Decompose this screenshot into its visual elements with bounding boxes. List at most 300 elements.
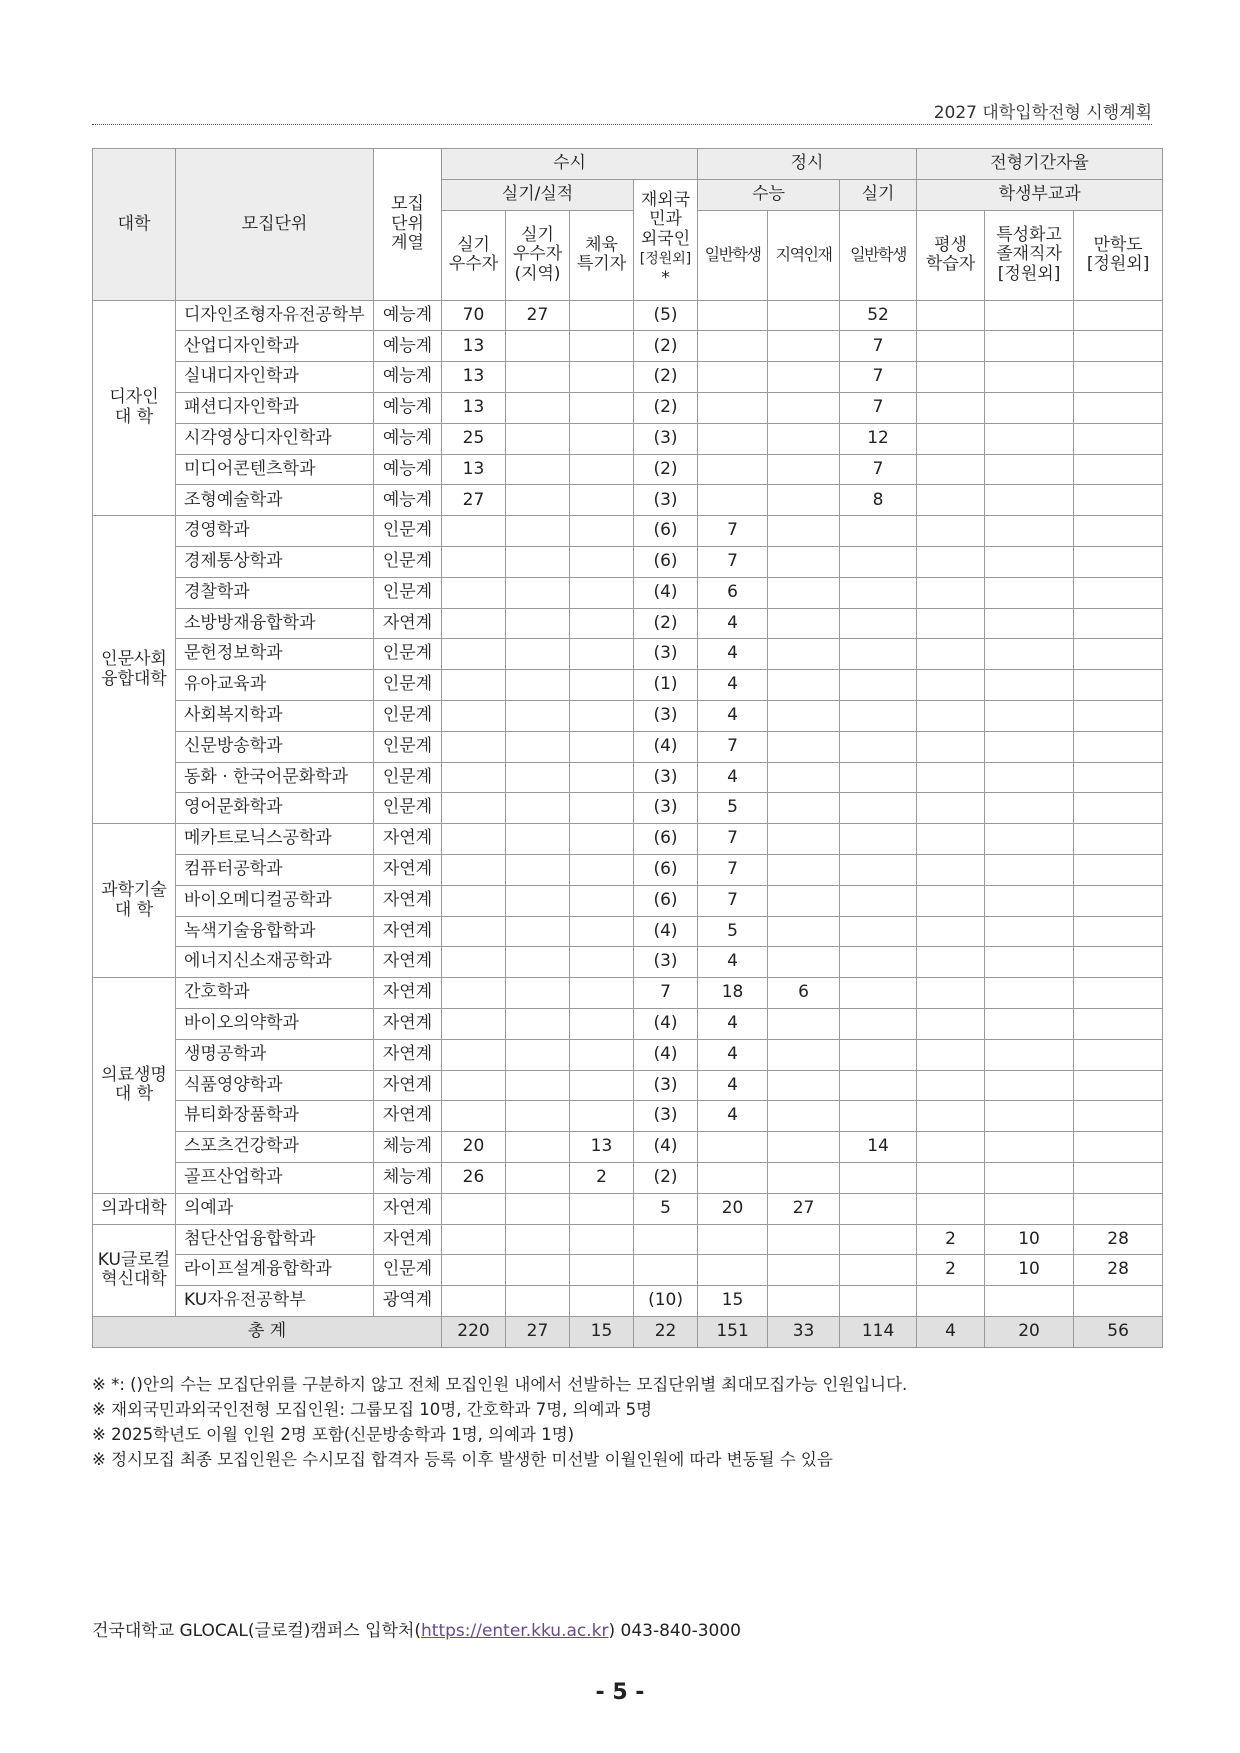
value-cell bbox=[985, 639, 1074, 670]
value-cell bbox=[917, 1286, 985, 1317]
value-cell bbox=[1074, 331, 1163, 362]
value-cell bbox=[1074, 885, 1163, 916]
value-cell bbox=[840, 1162, 917, 1193]
value-cell bbox=[1074, 1101, 1163, 1132]
value-cell bbox=[442, 546, 506, 577]
value-cell bbox=[1074, 639, 1163, 670]
value-cell: 26 bbox=[442, 1162, 506, 1193]
value-cell: 70 bbox=[442, 300, 506, 331]
value-cell: 52 bbox=[840, 300, 917, 331]
value-cell bbox=[442, 793, 506, 824]
value-cell: 4 bbox=[698, 670, 768, 701]
value-cell bbox=[917, 392, 985, 423]
value-cell: 13 bbox=[442, 362, 506, 393]
value-cell: 6 bbox=[768, 978, 840, 1009]
value-cell: 10 bbox=[985, 1224, 1074, 1255]
value-cell: 2 bbox=[917, 1224, 985, 1255]
field-cell: 예능계 bbox=[374, 454, 442, 485]
value-cell: (2) bbox=[634, 331, 698, 362]
field-cell: 자연계 bbox=[374, 608, 442, 639]
field-cell: 자연계 bbox=[374, 1008, 442, 1039]
value-cell bbox=[506, 978, 570, 1009]
value-cell bbox=[506, 824, 570, 855]
field-cell: 자연계 bbox=[374, 854, 442, 885]
table-row bbox=[93, 1070, 1163, 1101]
value-cell bbox=[1074, 793, 1163, 824]
value-cell bbox=[506, 516, 570, 547]
value-cell bbox=[985, 824, 1074, 855]
value-cell bbox=[442, 577, 506, 608]
value-cell bbox=[840, 670, 917, 701]
value-cell bbox=[917, 1070, 985, 1101]
value-cell: (4) bbox=[634, 577, 698, 608]
value-cell bbox=[698, 362, 768, 393]
value-cell bbox=[985, 577, 1074, 608]
value-cell bbox=[917, 1162, 985, 1193]
value-cell bbox=[570, 762, 634, 793]
field-cell: 예능계 bbox=[374, 362, 442, 393]
college-cell: 과학기술 대 학 bbox=[93, 824, 176, 978]
table-row bbox=[93, 762, 1163, 793]
value-cell bbox=[570, 885, 634, 916]
footer-suffix: ) 043-840-3000 bbox=[608, 1621, 741, 1641]
value-cell bbox=[570, 639, 634, 670]
value-cell bbox=[634, 1224, 698, 1255]
note: ※ 재외국민과외국인전형 모집인원: 그룹모집 10명, 간호학과 7명, 의예과 5명 bbox=[92, 1400, 653, 1419]
value-cell bbox=[917, 300, 985, 331]
value-cell bbox=[985, 854, 1074, 885]
value-cell bbox=[1074, 1070, 1163, 1101]
value-cell bbox=[985, 331, 1074, 362]
value-cell: (2) bbox=[634, 608, 698, 639]
value-cell: (3) bbox=[634, 947, 698, 978]
value-cell bbox=[1074, 731, 1163, 762]
unit-cell: 스포츠건강학과 bbox=[176, 1132, 374, 1163]
value-cell: (10) bbox=[634, 1286, 698, 1317]
value-cell bbox=[698, 1162, 768, 1193]
field-cell: 인문계 bbox=[374, 639, 442, 670]
value-cell bbox=[840, 916, 917, 947]
col-susi: 수시 bbox=[442, 149, 698, 180]
value-cell bbox=[1074, 362, 1163, 393]
value-cell bbox=[840, 1101, 917, 1132]
value-cell bbox=[506, 731, 570, 762]
table-row bbox=[93, 1039, 1163, 1070]
field-cell: 자연계 bbox=[374, 885, 442, 916]
unit-cell: 영어문화학과 bbox=[176, 793, 374, 824]
unit-cell: 바이오의약학과 bbox=[176, 1008, 374, 1039]
value-cell: (4) bbox=[634, 1039, 698, 1070]
table-row bbox=[93, 854, 1163, 885]
field-cell: 예능계 bbox=[374, 392, 442, 423]
col-silgi-siljeok: 실기/실적 bbox=[442, 179, 634, 210]
value-cell bbox=[768, 700, 840, 731]
value-cell bbox=[840, 885, 917, 916]
unit-cell: 경영학과 bbox=[176, 516, 374, 547]
field-cell: 인문계 bbox=[374, 516, 442, 547]
value-cell bbox=[985, 885, 1074, 916]
table-row bbox=[93, 516, 1163, 547]
col-silgi-excellent: 실기 우수자 bbox=[442, 210, 506, 300]
value-cell bbox=[442, 1224, 506, 1255]
table-row bbox=[93, 639, 1163, 670]
value-cell bbox=[768, 1224, 840, 1255]
value-cell bbox=[985, 546, 1074, 577]
value-cell: (3) bbox=[634, 700, 698, 731]
field-cell: 자연계 bbox=[374, 1039, 442, 1070]
value-cell: (3) bbox=[634, 762, 698, 793]
value-cell bbox=[570, 854, 634, 885]
field-cell: 자연계 bbox=[374, 824, 442, 855]
value-cell bbox=[1074, 392, 1163, 423]
value-cell bbox=[442, 516, 506, 547]
unit-cell: KU자유전공학부 bbox=[176, 1286, 374, 1317]
value-cell bbox=[985, 1008, 1074, 1039]
value-cell bbox=[768, 300, 840, 331]
table-row bbox=[93, 454, 1163, 485]
value-cell bbox=[570, 331, 634, 362]
table-row bbox=[93, 362, 1163, 393]
table-head bbox=[93, 149, 1163, 301]
value-cell bbox=[985, 485, 1074, 516]
value-cell bbox=[1074, 1132, 1163, 1163]
page-number: - 5 - bbox=[595, 1680, 645, 1705]
value-cell bbox=[506, 793, 570, 824]
value-cell bbox=[570, 1101, 634, 1132]
value-cell bbox=[768, 793, 840, 824]
field-cell: 예능계 bbox=[374, 331, 442, 362]
field-cell: 광역계 bbox=[374, 1286, 442, 1317]
value-cell bbox=[1074, 1039, 1163, 1070]
field-cell: 인문계 bbox=[374, 731, 442, 762]
value-cell bbox=[506, 916, 570, 947]
value-cell bbox=[570, 1008, 634, 1039]
value-cell bbox=[840, 1286, 917, 1317]
value-cell bbox=[917, 700, 985, 731]
value-cell bbox=[506, 1008, 570, 1039]
value-cell: (3) bbox=[634, 639, 698, 670]
value-cell bbox=[570, 392, 634, 423]
total-value: 4 bbox=[917, 1316, 985, 1347]
value-cell bbox=[1074, 608, 1163, 639]
value-cell bbox=[768, 423, 840, 454]
value-cell bbox=[1074, 516, 1163, 547]
value-cell bbox=[985, 516, 1074, 547]
table-row bbox=[93, 546, 1163, 577]
value-cell bbox=[506, 1286, 570, 1317]
value-cell: 7 bbox=[840, 454, 917, 485]
value-cell bbox=[570, 793, 634, 824]
value-cell: 27 bbox=[768, 1193, 840, 1224]
college-cell: 인문사회 융합대학 bbox=[93, 516, 176, 824]
value-cell bbox=[506, 454, 570, 485]
field-cell: 체능계 bbox=[374, 1132, 442, 1163]
value-cell bbox=[985, 423, 1074, 454]
value-cell: 14 bbox=[840, 1132, 917, 1163]
value-cell: 4 bbox=[698, 700, 768, 731]
value-cell bbox=[768, 485, 840, 516]
value-cell bbox=[506, 608, 570, 639]
value-cell bbox=[768, 1162, 840, 1193]
unit-cell: 골프산업학과 bbox=[176, 1162, 374, 1193]
footer-prefix: 건국대학교 GLOCAL(글로컬)캠퍼스 입학처( bbox=[92, 1621, 422, 1641]
unit-cell: 라이프설계융합학과 bbox=[176, 1255, 374, 1286]
value-cell: 27 bbox=[506, 300, 570, 331]
value-cell bbox=[917, 978, 985, 1009]
unit-cell: 신문방송학과 bbox=[176, 731, 374, 762]
value-cell bbox=[698, 300, 768, 331]
value-cell bbox=[698, 1255, 768, 1286]
value-cell bbox=[506, 1132, 570, 1163]
value-cell bbox=[985, 362, 1074, 393]
admissions-url-link[interactable]: https://enter.kku.ac.kr bbox=[421, 1621, 609, 1641]
value-cell bbox=[985, 300, 1074, 331]
field-cell: 인문계 bbox=[374, 700, 442, 731]
field-cell: 예능계 bbox=[374, 423, 442, 454]
value-cell: 5 bbox=[698, 916, 768, 947]
value-cell bbox=[768, 331, 840, 362]
value-cell bbox=[917, 854, 985, 885]
value-cell: 4 bbox=[698, 762, 768, 793]
total-value: 220 bbox=[442, 1316, 506, 1347]
value-cell bbox=[698, 423, 768, 454]
field-cell: 예능계 bbox=[374, 485, 442, 516]
table-row bbox=[93, 423, 1163, 454]
document-header: 2027 대학입학전형 시행계획 bbox=[933, 103, 1152, 123]
table-row bbox=[93, 331, 1163, 362]
value-cell bbox=[570, 1193, 634, 1224]
col-local: 지역인재 bbox=[768, 210, 840, 300]
value-cell bbox=[768, 947, 840, 978]
value-cell bbox=[840, 731, 917, 762]
col-overseas: 재외국 민과 외국인 [정원외] * bbox=[634, 179, 698, 300]
note: ※ *: ()안의 수는 모집단위를 구분하지 않고 전체 모집인원 내에서 선발하는 모집단위별 최대모집가능 인원입니다. bbox=[92, 1375, 908, 1394]
value-cell: (2) bbox=[634, 392, 698, 423]
college-cell: KU글로컬 혁신대학 bbox=[93, 1224, 176, 1316]
value-cell bbox=[917, 454, 985, 485]
value-cell bbox=[698, 454, 768, 485]
value-cell bbox=[506, 392, 570, 423]
value-cell: 13 bbox=[442, 454, 506, 485]
field-cell: 자연계 bbox=[374, 978, 442, 1009]
field-cell: 자연계 bbox=[374, 916, 442, 947]
value-cell bbox=[917, 1008, 985, 1039]
college-cell: 디자인 대 학 bbox=[93, 300, 176, 516]
value-cell bbox=[840, 516, 917, 547]
table-row bbox=[93, 885, 1163, 916]
value-cell bbox=[768, 1070, 840, 1101]
col-field: 모집 단위 계열 bbox=[374, 149, 442, 301]
unit-cell: 간호학과 bbox=[176, 978, 374, 1009]
unit-cell: 에너지신소재공학과 bbox=[176, 947, 374, 978]
header-divider bbox=[92, 124, 1152, 125]
table-row bbox=[93, 1162, 1163, 1193]
unit-cell: 실내디자인학과 bbox=[176, 362, 374, 393]
field-cell: 자연계 bbox=[374, 1070, 442, 1101]
value-cell bbox=[442, 824, 506, 855]
value-cell bbox=[985, 762, 1074, 793]
table-row bbox=[93, 731, 1163, 762]
value-cell bbox=[570, 916, 634, 947]
value-cell bbox=[917, 485, 985, 516]
table-row bbox=[93, 670, 1163, 701]
table-body bbox=[93, 300, 1163, 1347]
value-cell bbox=[1074, 978, 1163, 1009]
unit-cell: 뷰티화장품학과 bbox=[176, 1101, 374, 1132]
value-cell: 20 bbox=[698, 1193, 768, 1224]
value-cell bbox=[917, 362, 985, 393]
value-cell bbox=[1074, 485, 1163, 516]
field-cell: 인문계 bbox=[374, 577, 442, 608]
value-cell bbox=[985, 1162, 1074, 1193]
value-cell bbox=[840, 700, 917, 731]
value-cell: (5) bbox=[634, 300, 698, 331]
value-cell bbox=[506, 1039, 570, 1070]
value-cell bbox=[570, 300, 634, 331]
value-cell: (6) bbox=[634, 885, 698, 916]
unit-cell: 생명공학과 bbox=[176, 1039, 374, 1070]
value-cell: (4) bbox=[634, 1008, 698, 1039]
table-row bbox=[93, 300, 1163, 331]
unit-cell: 녹색기술융합학과 bbox=[176, 916, 374, 947]
value-cell bbox=[917, 423, 985, 454]
value-cell bbox=[768, 516, 840, 547]
value-cell bbox=[917, 608, 985, 639]
value-cell bbox=[506, 362, 570, 393]
value-cell bbox=[506, 854, 570, 885]
col-adult-learner: 만학도 [정원외] bbox=[1074, 210, 1163, 300]
value-cell bbox=[917, 731, 985, 762]
value-cell bbox=[768, 1101, 840, 1132]
value-cell bbox=[570, 454, 634, 485]
value-cell bbox=[442, 731, 506, 762]
table-row bbox=[93, 916, 1163, 947]
value-cell bbox=[1074, 762, 1163, 793]
value-cell bbox=[917, 885, 985, 916]
value-cell bbox=[442, 1039, 506, 1070]
value-cell bbox=[917, 947, 985, 978]
value-cell: (3) bbox=[634, 793, 698, 824]
table-row bbox=[93, 577, 1163, 608]
value-cell bbox=[917, 762, 985, 793]
table-row bbox=[93, 1286, 1163, 1317]
value-cell bbox=[840, 1193, 917, 1224]
value-cell: (6) bbox=[634, 824, 698, 855]
value-cell bbox=[442, 916, 506, 947]
notes bbox=[92, 1372, 1152, 1472]
value-cell: 4 bbox=[698, 639, 768, 670]
value-cell bbox=[506, 423, 570, 454]
value-cell bbox=[506, 762, 570, 793]
value-cell bbox=[442, 1193, 506, 1224]
value-cell: (2) bbox=[634, 362, 698, 393]
value-cell bbox=[1074, 947, 1163, 978]
value-cell bbox=[768, 1132, 840, 1163]
value-cell bbox=[840, 546, 917, 577]
table-row bbox=[93, 793, 1163, 824]
unit-cell: 메카트로닉스공학과 bbox=[176, 824, 374, 855]
value-cell bbox=[442, 947, 506, 978]
unit-cell: 컴퓨터공학과 bbox=[176, 854, 374, 885]
value-cell bbox=[570, 731, 634, 762]
value-cell bbox=[768, 1008, 840, 1039]
value-cell: 25 bbox=[442, 423, 506, 454]
value-cell bbox=[840, 608, 917, 639]
value-cell: (4) bbox=[634, 916, 698, 947]
value-cell bbox=[570, 577, 634, 608]
col-silgi-excellent-region: 실기 우수자 (지역) bbox=[506, 210, 570, 300]
value-cell bbox=[917, 577, 985, 608]
value-cell bbox=[917, 331, 985, 362]
col-lifelong: 평생 학습자 bbox=[917, 210, 985, 300]
value-cell bbox=[1074, 1008, 1163, 1039]
value-cell: 10 bbox=[985, 1255, 1074, 1286]
value-cell bbox=[442, 608, 506, 639]
value-cell: (3) bbox=[634, 423, 698, 454]
value-cell bbox=[1074, 700, 1163, 731]
value-cell: (2) bbox=[634, 454, 698, 485]
value-cell bbox=[985, 1286, 1074, 1317]
unit-cell: 패션디자인학과 bbox=[176, 392, 374, 423]
value-cell bbox=[1074, 546, 1163, 577]
value-cell bbox=[506, 639, 570, 670]
value-cell bbox=[570, 670, 634, 701]
value-cell: (1) bbox=[634, 670, 698, 701]
value-cell bbox=[1074, 824, 1163, 855]
value-cell: 4 bbox=[698, 608, 768, 639]
value-cell bbox=[985, 947, 1074, 978]
value-cell bbox=[506, 700, 570, 731]
value-cell bbox=[917, 916, 985, 947]
value-cell bbox=[985, 670, 1074, 701]
value-cell bbox=[840, 978, 917, 1009]
value-cell bbox=[570, 824, 634, 855]
value-cell bbox=[1074, 423, 1163, 454]
recruitment-table bbox=[92, 148, 1163, 1348]
value-cell bbox=[917, 1132, 985, 1163]
unit-cell: 시각영상디자인학과 bbox=[176, 423, 374, 454]
field-cell: 인문계 bbox=[374, 793, 442, 824]
total-value: 151 bbox=[698, 1316, 768, 1347]
value-cell bbox=[506, 485, 570, 516]
value-cell bbox=[1074, 577, 1163, 608]
field-cell: 자연계 bbox=[374, 1224, 442, 1255]
value-cell: 7 bbox=[634, 978, 698, 1009]
total-value: 20 bbox=[985, 1316, 1074, 1347]
field-cell: 체능계 bbox=[374, 1162, 442, 1193]
value-cell: (2) bbox=[634, 1162, 698, 1193]
value-cell bbox=[506, 947, 570, 978]
table-row bbox=[93, 608, 1163, 639]
table-row bbox=[93, 700, 1163, 731]
field-cell: 인문계 bbox=[374, 1255, 442, 1286]
value-cell bbox=[985, 793, 1074, 824]
value-cell: 7 bbox=[698, 546, 768, 577]
field-cell: 예능계 bbox=[374, 300, 442, 331]
value-cell bbox=[985, 1039, 1074, 1070]
unit-cell: 바이오메디컬공학과 bbox=[176, 885, 374, 916]
value-cell bbox=[768, 608, 840, 639]
unit-cell: 동화 · 한국어문화학과 bbox=[176, 762, 374, 793]
table-row bbox=[93, 978, 1163, 1009]
value-cell: 5 bbox=[634, 1193, 698, 1224]
value-cell bbox=[442, 854, 506, 885]
value-cell bbox=[917, 639, 985, 670]
value-cell: (4) bbox=[634, 1132, 698, 1163]
value-cell: 7 bbox=[698, 731, 768, 762]
col-suneung: 수능 bbox=[698, 179, 840, 210]
value-cell bbox=[442, 700, 506, 731]
